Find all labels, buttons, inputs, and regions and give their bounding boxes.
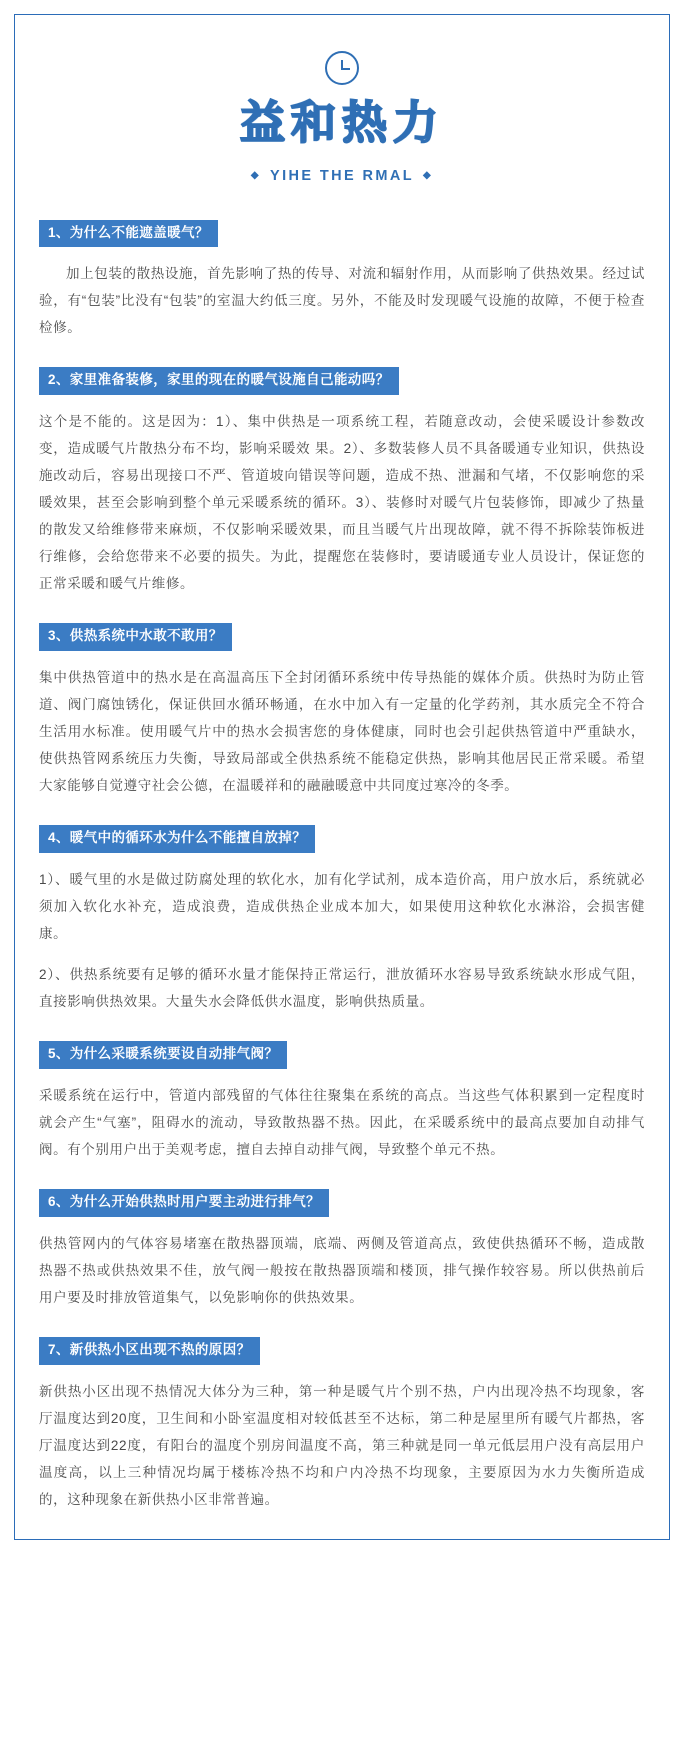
faq-answer-paragraph: 供热管网内的气体容易堵塞在散热器顶端，底端、两侧及管道高点，致使供热循环不畅，造成散热器不热或供热效果不佳，放气阀一般按在散热器顶端和楼顶，排气操作较容易。所以供热前后用户要及时排放管道集气，以免影响你的供热效果。	[39, 1235, 645, 1305]
faq-answer-paragraph: 这个是不能的。这是因为：1）、集中供热是一项系统工程，若随意改动，会使采暖设计参数改变，造成暖气片散热分布不均，影响采暖效 果。2）、多数装修人员不具备暖通专业知识，供热设施改动后，容易出现接口不严、管道坡向错误等问题，造成不热、泄漏和气堵，不仅影响您的采暖效果，甚至会影响到整个单元采暖系统的循环。3）、装修时对暖气片包装修饰，即减少了热量的散发又给维修带来麻烦，不仅影响采暖效果，而且当暖气片出现故障，就不得不拆除装饰板进行维修，会给您带来不必要的损失。为此，提醒您在装修时，要请暖通专业人员设计，保证您的正常采暖和暖气片维修。	[39, 414, 645, 592]
faq-item	[39, 367, 645, 597]
clock-icon	[325, 51, 359, 85]
faq-item	[39, 623, 645, 799]
diamond-right-icon: ◆	[422, 169, 434, 181]
brand-subtitle-text: YIHE THE RMAL	[270, 167, 414, 184]
faq-question: 6、为什么开始供热时用户要主动进行排气？	[39, 1189, 329, 1217]
brand-subtitle	[39, 168, 645, 184]
faq-answer-paragraph: 采暖系统在运行中，管道内部残留的气体往往聚集在系统的高点。当这些气体积累到一定程度时就会产生“气塞”，阻碍水的流动，导致散热器不热。因此，在采暖系统中的最高点要加自动排气阀。有个别用户出于美观考虑，擅自去掉自动排气阀，导致整个单元不热。	[39, 1088, 645, 1158]
faq-item	[39, 1041, 645, 1163]
faq-question: 4、暖气中的循环水为什么不能擅自放掉？	[39, 825, 315, 853]
faq-question: 3、供热系统中水敢不敢用？	[39, 623, 232, 651]
faq-item	[39, 1189, 645, 1311]
faq-question: 7、新供热小区出现不热的原因？	[39, 1337, 260, 1365]
page-title: 益和热力	[239, 96, 444, 149]
faq-question: 5、为什么采暖系统要设自动排气阀？	[39, 1041, 287, 1069]
faq-item	[39, 1337, 645, 1513]
faq-question: 2、家里准备装修，家里的现在的暖气设施自己能动吗？	[39, 367, 399, 395]
faq-answer-paragraph: 2）、供热系统要有足够的循环水量才能保持正常运行，泄放循环水容易导致系统缺水形成气阻，直接影响供热效果。大量失水会降低供水温度，影响供热质量。	[39, 967, 645, 1010]
diamond-left-icon: ◆	[250, 169, 261, 181]
document-header	[39, 37, 645, 196]
faq-list	[39, 220, 645, 1513]
faq-item	[39, 220, 645, 342]
faq-answer-paragraph: 新供热小区出现不热情况大体分为三种，第一种是暖气片个别不热，户内出现冷热不均现象，客厅温度达到20度，卫生间和小卧室温度相对较低甚至不达标，第二种是屋里所有暖气片都热，客厅温度达到22度，有阳台的温度个别房间温度不高，第三种就是同一单元低层用户没有高层用户温度高，以上三种情况均属于楼栋冷热不均和户内冷热不均现象，主要原因为水力失衡所造成的，这种现象在新供热小区非常普遍。	[39, 1383, 645, 1507]
faq-answer-paragraph: 集中供热管道中的热水是在高温高压下全封闭循环系统中传导热能的媒体介质。供热时为防止管道、阀门腐蚀锈化，保证供回水循环畅通，在水中加入有一定量的化学药剂，其水质完全不符合生活用水标准。使用暖气片中的热水会损害您的身体健康，同时也会引起供热管道中严重缺水，使供热管网系统压力失衡，导致局部或全供热系统不能稳定供热，影响其他居民正常采暖。希望大家能够自觉遵守社会公德，在温暖祥和的融融暖意中共同度过寒冷的冬季。	[39, 670, 645, 794]
faq-answer-paragraph: 1）、暖气里的水是做过防腐处理的软化水，加有化学试剂，成本造价高，用户放水后，系统就必须加入软化水补充，造成浪费，造成供热企业成本加大，如果使用这种软化水淋浴，会损害健康。	[39, 872, 645, 942]
faq-answer-paragraph: 加上包装的散热设施，首先影响了热的传导、对流和辐射作用，从而影响了供热效果。经过试验，有“包装”比没有“包装”的室温大约低三度。另外，不能及时发现暖气设施的故障，不便于检查检修。	[39, 266, 645, 336]
faq-question: 1、为什么不能遮盖暖气？	[39, 220, 218, 248]
faq-item	[39, 825, 645, 1015]
content-frame	[14, 14, 670, 1540]
